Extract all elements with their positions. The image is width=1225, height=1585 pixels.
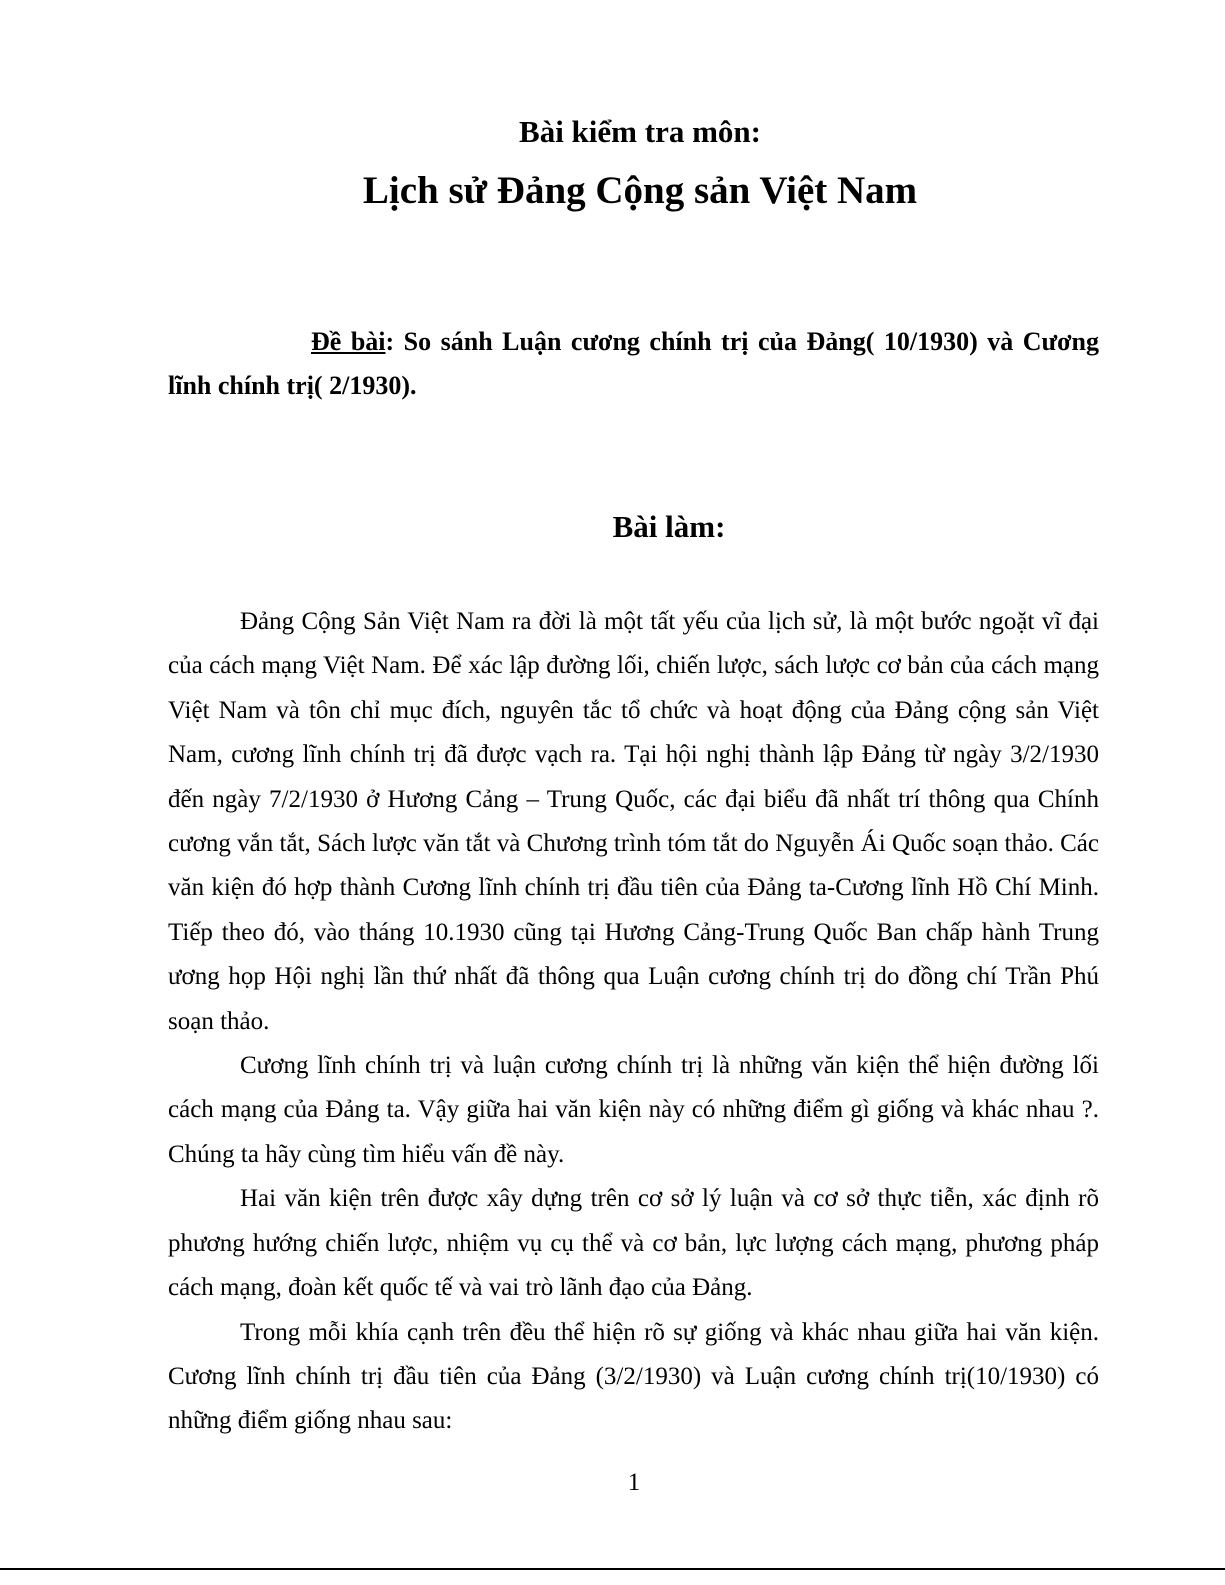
exam-prompt [168,320,1099,408]
paragraph: Trong mỗi khía cạnh trên đều thể hiện rõ sự giống và khác nhau giữa hai văn kiện. Cương lĩnh chính trị đầu tiên của Đảng (3/2/1930) và Luận cương chính trị(10/1930) có những điểm giống nhau sau: [168,1318,1099,1435]
prompt-label: Đề bài [311,327,386,356]
answer-body [168,600,1099,1444]
prompt-text: : So sánh Luận cương chính trị của Đảng( 10/1930) và Cương lĩnh chính trị( 2/1930). [168,327,1099,400]
page-bottom-rule [0,1568,1225,1570]
paragraph: Đảng Cộng Sản Việt Nam ra đời là một tất yếu của lịch sử, là một bước ngoặt vĩ đại của cách mạng Việt Nam. Để xác lập đường lối, chiến lược, sách lược cơ bản của cách mạng Việt Nam và tôn chỉ mục đích, nguyên tắc tổ chức và hoạt động của Đảng cộng sản Việt Nam, cương lĩnh chính trị đã được vạch ra. Tại hội nghị thành lập Đảng từ ngày 3/2/1930 đến ngày 7/2/1930 ở Hương Cảng – Trung Quốc, các đại biểu đã nhất trí thông qua Chính cương vắn tắt, Sách lược văn tắt và Chương trình tóm tắt do Nguyễn Ái Quốc soạn thảo. Các văn kiện đó hợp thành Cương lĩnh chính trị đầu tiên của Đảng ta-Cương lĩnh Hồ Chí Minh. Tiếp theo đó, vào tháng 10.1930 cũng tại Hương Cảng-Trung Quốc Ban chấp hành Trung ương họp Hội nghị lần thứ nhất đã thông qua Luận cương chính trị do đồng chí Trần Phú soạn thảo. [168,608,1099,1035]
exam-title: Bài kiểm tra môn: [519,114,761,149]
paragraph: Cương lĩnh chính trị và luận cương chính trị là những văn kiện thể hiện đường lối cách mạng của Đảng ta. Vậy giữa hai văn kiện này có những điểm gì giống và khác nhau ?. Chúng ta hãy cùng tìm hiểu vấn đề này. [168,1052,1099,1168]
subject-title: Lịch sử Đảng Cộng sản Việt Nam [362,169,918,212]
page-number: 1 [627,1469,641,1496]
paragraph: Hai văn kiện trên được xây dựng trên cơ sở lý luận và cơ sở thực tiễn, xác định rõ phương hướng chiến lược, nhiệm vụ cụ thể và cơ bản, lực lượng cách mạng, phương pháp cách mạng, đoàn kết quốc tế và vai trò lãnh đạo của Đảng. [168,1185,1099,1302]
answer-heading: Bài làm: [612,509,726,544]
